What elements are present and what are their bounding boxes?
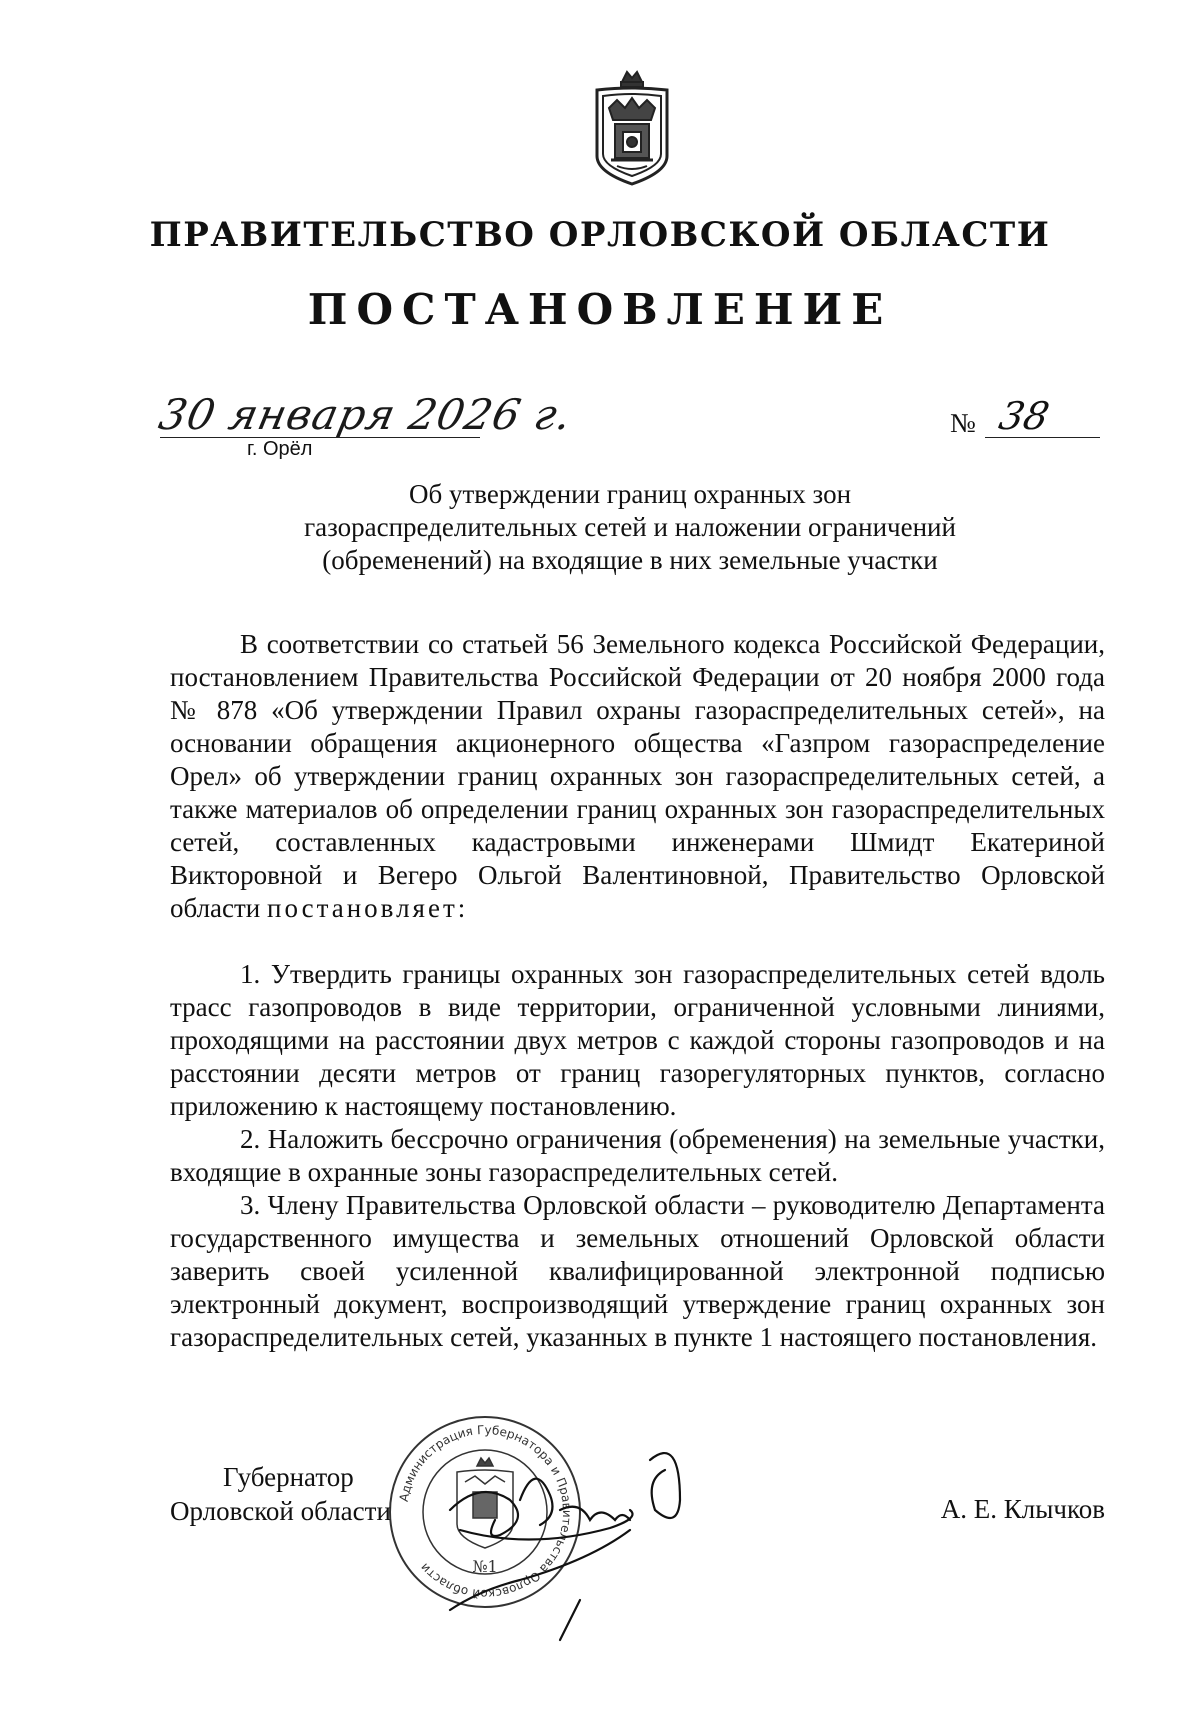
preamble-paragraph: [170, 628, 1105, 925]
item-paragraph: 2. Наложить бессрочно ограничения (обременения) на земельные участки, входящие в охранные зоны газораспределительных сетей.: [170, 1124, 1105, 1187]
signer-position-line: Губернатор: [223, 1462, 354, 1492]
coat-of-arms-icon: [587, 68, 677, 188]
seal-text: Администрация Губернатора и Правительства Орловской области: [396, 1422, 575, 1602]
handwritten-signature-icon: [440, 1440, 740, 1650]
document-body: [170, 628, 1105, 1354]
document-number: 38: [995, 394, 1054, 438]
item-paragraph: 1. Утвердить границы охранных зон газораспределительных сетей вдоль трасс газопроводов в виде территории, ограниченной условными линиями, проходящими на расстоянии двух метров с каждой стороны газопроводов и на расстоянии десяти метров от границ газорегуляторных пунктов, согласно приложению к настоящему постановлению.: [170, 959, 1105, 1121]
seal-number: №1: [472, 1557, 498, 1576]
number-underline: [985, 437, 1100, 438]
document-subject: [230, 478, 1030, 577]
document-type: ПОСТАНОВЛЕНИЕ: [307, 285, 893, 334]
signer-position: [170, 1460, 391, 1528]
document-date: 30 января 2026 г.: [154, 390, 577, 439]
date-underline: [160, 437, 480, 438]
preamble-text: В соответствии со статьей 56 Земельного кодекса Российской Федерации, постановлением Правительства Российской Федерации от 20 ноября 2000 года № 878 «Об утверждении Правил охраны газораспределительных сетей», на основании обращения акционерного общества «Газпром газораспределение Орел» об утверждении границ охранных зон газораспределительных сетей, а также материалов об определении границ охранных зон газораспределительных сетей, составленных кадастровыми инженерами Шмидт Екатериной Викторовной и Вегеро Ольгой Валентиновной, Правительство Орловской области: [170, 629, 1105, 923]
signer-position-line: Орловской области: [170, 1496, 391, 1526]
subject-line: газораспределительных сетей и наложении ограничений: [304, 512, 956, 542]
resolves-word: постановляет:: [267, 893, 469, 923]
subject-line: (обременений) на входящие в них земельные участки: [322, 545, 938, 575]
subject-line: Об утверждении границ охранных зон: [408, 479, 852, 509]
government-title: ПРАВИТЕЛЬСТВО ОРЛОВСКОЙ ОБЛАСТИ: [149, 215, 1051, 255]
signer-name: А. Е. Клычков: [940, 1494, 1105, 1524]
document-city: г. Орёл: [247, 438, 313, 460]
item-paragraph: 3. Члену Правительства Орловской области – руководителю Департамента государственного имущества и земельных отношений Орловской области заверить своей усиленной квалифицированной электронной подписью электронный документ, воспроизводящий утверждение границ охранных зон газораспределительных сетей, указанных в пункте 1 настоящего постановления.: [170, 1190, 1105, 1352]
number-label: №: [950, 408, 976, 438]
